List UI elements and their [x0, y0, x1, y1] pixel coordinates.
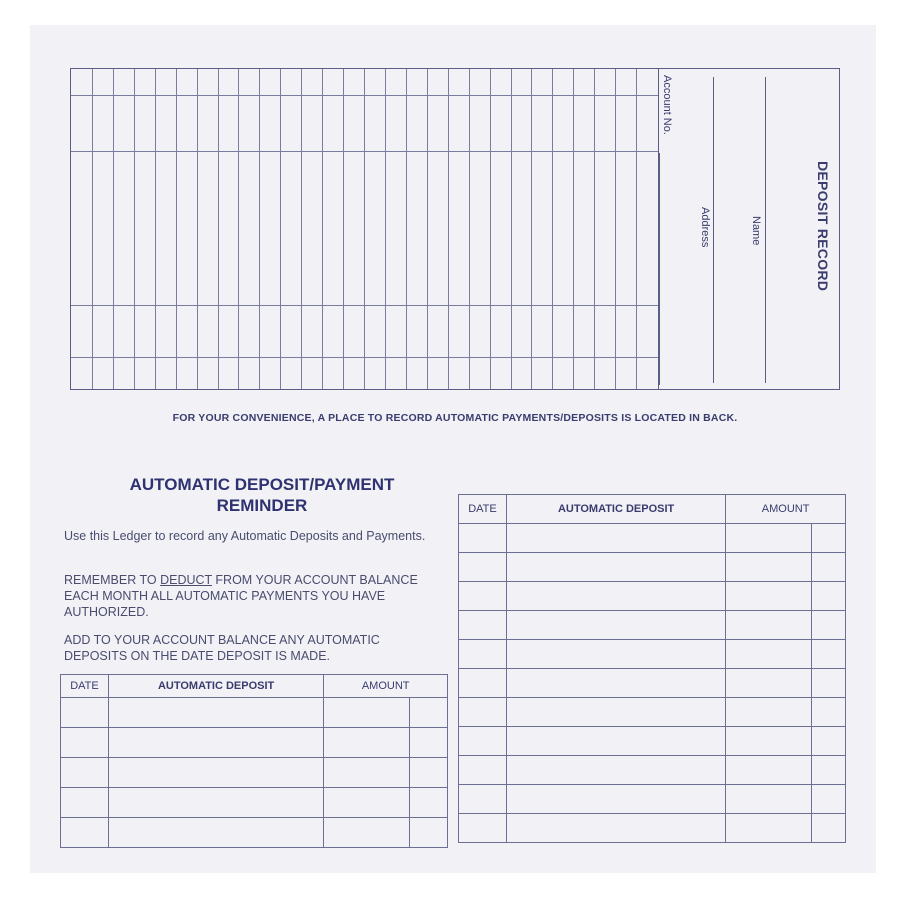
- grid-column-line: [322, 69, 323, 389]
- cents-cell[interactable]: [410, 818, 448, 848]
- deposit-cell[interactable]: [108, 818, 323, 848]
- account-info-panel: [659, 69, 841, 389]
- date-cell[interactable]: [459, 814, 507, 843]
- amount-cell[interactable]: [726, 611, 812, 640]
- grid-column-line: [238, 69, 239, 389]
- cents-cell[interactable]: [410, 698, 448, 728]
- date-cell[interactable]: [61, 698, 109, 728]
- instruction-deduct-b: FROM YOUR ACCOUNT BALANCE EACH MONTH ALL AUTOMATIC PAYMENTS YOU HAVE AUTHORIZED.: [64, 573, 418, 619]
- date-cell[interactable]: [61, 818, 109, 848]
- deposit-cell[interactable]: [506, 669, 725, 698]
- grid-column-line: [427, 69, 428, 389]
- grid-column-line: [197, 69, 198, 389]
- grid-column-line: [511, 69, 512, 389]
- deposit-cell[interactable]: [506, 582, 725, 611]
- grid-column-line: [636, 69, 637, 389]
- date-cell[interactable]: [459, 524, 507, 553]
- grid-row-line: [71, 151, 658, 152]
- grid-column-line: [573, 69, 574, 389]
- amount-cell[interactable]: [726, 553, 812, 582]
- amount-header: AMOUNT: [726, 495, 846, 524]
- date-cell[interactable]: [459, 698, 507, 727]
- cents-cell[interactable]: [812, 756, 846, 785]
- instruction-ledger-use: Use this Ledger to record any Automatic Deposits and Payments.: [64, 529, 426, 543]
- ledger-row: [61, 758, 448, 788]
- amount-cell[interactable]: [726, 698, 812, 727]
- amount-cell[interactable]: [726, 640, 812, 669]
- ledger-header-row: [459, 495, 846, 524]
- grid-column-line: [448, 69, 449, 389]
- instruction-deduct-underlined: DEDUCT: [160, 573, 212, 587]
- grid-column-line: [259, 69, 260, 389]
- ledger-row: [459, 524, 846, 553]
- grid-column-line: [531, 69, 532, 389]
- reminder-title-line1: AUTOMATIC DEPOSIT/PAYMENT: [129, 475, 395, 494]
- amount-cell[interactable]: [324, 698, 410, 728]
- cents-cell[interactable]: [812, 640, 846, 669]
- deposit-cell[interactable]: [506, 640, 725, 669]
- grid-column-line: [469, 69, 470, 389]
- cents-cell[interactable]: [812, 785, 846, 814]
- date-cell[interactable]: [459, 785, 507, 814]
- grid-column-line: [155, 69, 156, 389]
- instruction-deduct-a: REMEMBER TO: [64, 573, 161, 587]
- date-cell[interactable]: [459, 611, 507, 640]
- instruction-add: ADD TO YOUR ACCOUNT BALANCE ANY AUTOMATIC DEPOSITS ON THE DATE DEPOSIT IS MADE.: [64, 633, 380, 663]
- ledger-row: [61, 788, 448, 818]
- date-header: DATE: [61, 675, 109, 698]
- grid-column-line: [490, 69, 491, 389]
- date-cell[interactable]: [61, 758, 109, 788]
- ledger-row: [459, 582, 846, 611]
- ledger-row: [459, 785, 846, 814]
- cents-cell[interactable]: [812, 814, 846, 843]
- address-line: [713, 77, 714, 383]
- grid-row-line: [71, 357, 658, 358]
- date-header: DATE: [459, 495, 507, 524]
- deposit-cell[interactable]: [108, 728, 323, 758]
- cents-cell[interactable]: [410, 758, 448, 788]
- grid-column-line: [552, 69, 553, 389]
- deposit-cell[interactable]: [506, 611, 725, 640]
- cents-cell[interactable]: [812, 611, 846, 640]
- cents-cell[interactable]: [410, 728, 448, 758]
- cents-cell[interactable]: [410, 788, 448, 818]
- grid-row-line: [71, 305, 658, 306]
- grid-column-line: [92, 69, 93, 389]
- amount-header: AMOUNT: [324, 675, 448, 698]
- grid-column-line: [301, 69, 302, 389]
- date-cell[interactable]: [459, 640, 507, 669]
- grid-column-line: [615, 69, 616, 389]
- deposit-cell[interactable]: [108, 698, 323, 728]
- ledger-row: [459, 611, 846, 640]
- reminder-title: [62, 474, 462, 516]
- deposit-cell[interactable]: [506, 756, 725, 785]
- grid-column-line: [343, 69, 344, 389]
- cents-cell[interactable]: [812, 727, 846, 756]
- amount-cell[interactable]: [324, 728, 410, 758]
- reminder-title-line2: REMINDER: [216, 496, 308, 515]
- automatic-deposit-header: AUTOMATIC DEPOSIT: [108, 675, 323, 698]
- cents-cell[interactable]: [812, 669, 846, 698]
- ledger-row: [459, 756, 846, 785]
- amount-cell[interactable]: [726, 727, 812, 756]
- amount-cell[interactable]: [726, 582, 812, 611]
- grid-column-line: [176, 69, 177, 389]
- instruction-deduct: [64, 572, 444, 620]
- ledger-row: [61, 698, 448, 728]
- ledger-row: [459, 727, 846, 756]
- deposit-record-form: [70, 68, 840, 390]
- cents-cell[interactable]: [812, 524, 846, 553]
- name-line: [765, 77, 766, 383]
- amount-cell[interactable]: [324, 758, 410, 788]
- name-label: Name: [750, 216, 762, 246]
- grid-column-line: [406, 69, 407, 389]
- amount-cell[interactable]: [726, 524, 812, 553]
- deposit-grid: [71, 69, 659, 389]
- ledger-row: [459, 640, 846, 669]
- ledger-row: [459, 814, 846, 843]
- date-cell[interactable]: [61, 788, 109, 818]
- deposit-cell[interactable]: [506, 698, 725, 727]
- date-cell[interactable]: [459, 582, 507, 611]
- account-no-label: Account No.: [661, 75, 673, 135]
- amount-cell[interactable]: [726, 756, 812, 785]
- amount-cell[interactable]: [324, 788, 410, 818]
- grid-column-line: [218, 69, 219, 389]
- deposit-cell[interactable]: [108, 788, 323, 818]
- amount-cell[interactable]: [726, 785, 812, 814]
- cents-cell[interactable]: [812, 582, 846, 611]
- amount-cell[interactable]: [726, 669, 812, 698]
- convenience-note: FOR YOUR CONVENIENCE, A PLACE TO RECORD AUTOMATIC PAYMENTS/DEPOSITS IS LOCATED IN BACK.: [172, 412, 738, 424]
- grid-column-line: [280, 69, 281, 389]
- deposit-cell[interactable]: [108, 758, 323, 788]
- automatic-deposit-header: AUTOMATIC DEPOSIT: [506, 495, 725, 524]
- ledger-table-small: [60, 674, 448, 848]
- grid-column-line: [594, 69, 595, 389]
- address-label: Address: [699, 207, 711, 248]
- date-cell[interactable]: [459, 553, 507, 582]
- ledger-table-large: [458, 494, 846, 843]
- grid-row-line: [71, 95, 658, 96]
- cents-cell[interactable]: [812, 698, 846, 727]
- ledger-row: [459, 698, 846, 727]
- grid-column-line: [364, 69, 365, 389]
- ledger-row: [459, 553, 846, 582]
- deposit-cell[interactable]: [506, 785, 725, 814]
- deposit-record-title: DEPOSIT RECORD: [815, 161, 831, 292]
- ledger-row: [61, 728, 448, 758]
- ledger-row: [459, 669, 846, 698]
- ledger-header-row: [61, 675, 448, 698]
- deposit-cell[interactable]: [506, 727, 725, 756]
- grid-column-line: [113, 69, 114, 389]
- deposit-cell[interactable]: [506, 814, 725, 843]
- cents-cell[interactable]: [812, 553, 846, 582]
- account-no-line: [659, 153, 660, 385]
- date-cell[interactable]: [61, 728, 109, 758]
- deposit-cell[interactable]: [506, 524, 725, 553]
- amount-cell[interactable]: [324, 818, 410, 848]
- date-cell[interactable]: [459, 669, 507, 698]
- date-cell[interactable]: [459, 727, 507, 756]
- ledger-row: [61, 818, 448, 848]
- grid-column-line: [134, 69, 135, 389]
- grid-column-line: [385, 69, 386, 389]
- deposit-cell[interactable]: [506, 553, 725, 582]
- amount-cell[interactable]: [726, 814, 812, 843]
- date-cell[interactable]: [459, 756, 507, 785]
